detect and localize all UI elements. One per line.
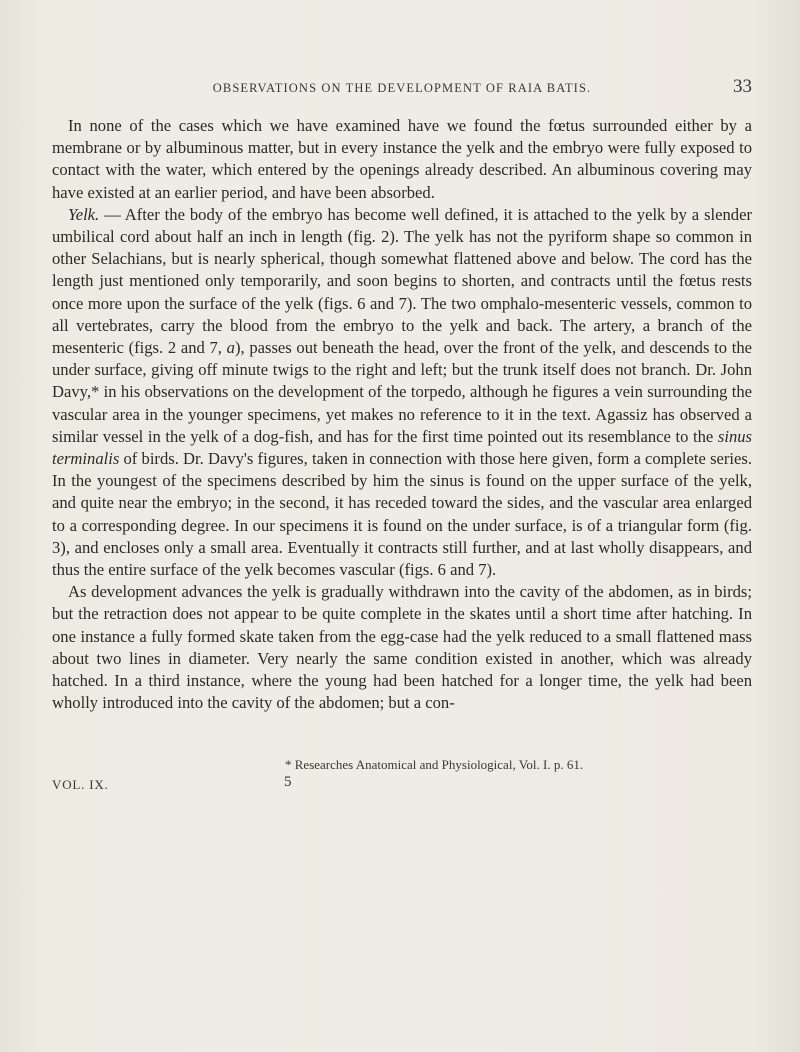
paragraph-2-text-b: ), passes out beneath the head, over the front of the yelk, and descends to the under surface, giving off minute twigs to the right and left; but the trunk itself does not branch. Dr. John Davy,* in his observations on the development of the torpedo, although he figures a vein surrounding the vascular area in the younger specimens, yet makes no reference to it in the text. Agassiz has observed a similar vessel in the yelk of a dog-fish, and has for the first time pointed out its resemblance to the (52, 338, 752, 446)
paragraph-2-text-c: of birds. Dr. Davy's figures, taken in connection with those here given, form a complete series. In the youngest of the specimens described by him the sinus is found on the upper surface of the yelk, and quite near the embryo; in the second, it has receded toward the sides, and the vascular area enlarged to a corresponding degree. In our specimens it is found on the under surface, is of a triangular form (fig. 3), and encloses only a small area. Eventually it contracts still further, and at last wholly disappears, and thus the entire surface of the yelk becomes vascular (figs. 6 and 7). (52, 449, 752, 580)
volume-label: VOL. IX. (52, 777, 109, 792)
footnote: * Researches Anatomical and Physiological, Vol. I. p. 61. (285, 757, 584, 772)
running-header (52, 77, 752, 99)
page-number: 33 (733, 76, 752, 97)
body-text (52, 115, 752, 714)
signature-mark: 5 (284, 774, 292, 790)
paragraph-2 (52, 204, 752, 581)
latin-term: sinus terminalis (52, 426, 752, 469)
section-heading-yelk: Yelk. (68, 204, 100, 224)
paragraph-2-text-a: — After the body of the embryo has become well defined, it is attached to the yelk by a slender umbilical cord about half an inch in length (fig. 2). The yelk has not the pyriform shape so common in other Selachians, but is nearly spherical, though somewhat flattened above and below. The cord has the length just mentioned only temporarily, and soon begins to shorten, and contracts until the fœtus rests once more upon the surface of the yelk (figs. 6 and 7). The two omphalo-mesenteric vessels, common to all vertebrates, carry the blood from the embryo to the yelk and back. The artery, a branch of the mesenteric (figs. 2 and 7, (52, 204, 752, 358)
figure-letter: a (226, 338, 235, 358)
paragraph-1: In none of the cases which we have examined have we found the fœtus surrounded either by a membrane or by albuminous matter, but in every instance the yelk and the embryo were fully exposed to contact with the water, which entered by the openings already described. An albuminous covering may have existed at an earlier period, and have been absorbed. (52, 116, 752, 202)
paragraph-3: As development advances the yelk is gradually withdrawn into the cavity of the abdomen, as in birds; but the retraction does not appear to be quite complete in the skates until a short time after hatching. In one instance a fully formed skate taken from the egg-case had the yelk reduced to a small flattened mass about two lines in diameter. Very nearly the same condition existed in another, which was already hatched. In a third instance, where the young had been hatched for a longer time, the yelk had been wholly introduced into the cavity of the abdomen; but a con- (52, 582, 752, 713)
running-title: OBSERVATIONS ON THE DEVELOPMENT OF RAIA BATIS. (212, 81, 592, 95)
